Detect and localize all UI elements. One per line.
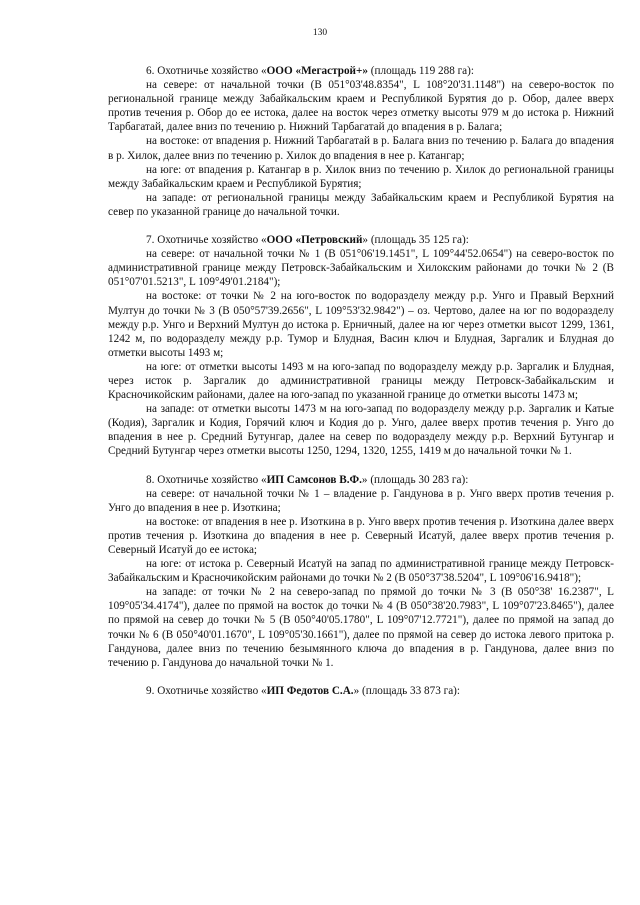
entity-name: ИП Самсонов В.Ф. — [266, 473, 362, 486]
boundary-west: на западе: от отметки высоты 1473 м на юго-запад по водоразделу между р.р. Заргалик и Катые (Кодия), Заргалик и Кодия, Горячий ключ и Кодия до р. Унго, далее вверх против течения р. Унго до впадения в нее р. Средний Бутунгар, далее на север по водоразделу между р.р. Верхний Бутунгар и Средний Бутунгар через отметки высоты 1250, 1294, 1320, 1255, 1419 м до начальной точки № 1. — [108, 403, 614, 458]
section-heading — [108, 473, 614, 487]
boundary-east: на востоке: от впадения р. Нижний Тарбагатай в р. Балага вниз по течению р. Балага до впадения в р. Хилок, далее вниз по течению р. Хилок до впадения в нее р. Катангар; — [108, 135, 614, 162]
heading-suffix: » (площадь 35 125 га): — [362, 234, 469, 247]
boundary-east: на востоке: от впадения в нее р. Изоткина в р. Унго вверх против течения р. Изоткина далее вверх против течения р. Изоткина до впадения в нее р. Северный Исатуй, далее вверх против течения р. Северный Исатуй до ее истока; — [108, 515, 614, 556]
entity-name: ИП Федотов С.А. — [266, 684, 354, 697]
heading-suffix: » (площадь 30 283 га): — [361, 473, 469, 486]
heading-prefix: 6. Охотничье хозяйство « — [146, 65, 267, 77]
heading-prefix: 7. Охотничье хозяйство « — [146, 234, 267, 247]
heading-suffix: (площадь 119 288 га): — [367, 65, 474, 77]
entity-name: ООО «Мегастрой+» — [266, 65, 368, 77]
section-spacer — [108, 459, 614, 473]
boundary-south: на юге: от отметки высоты 1493 м на юго-запад по водоразделу между р.р. Заргалик и Блудная, через исток р. Заргалик до административной границы между Петровск-Забайкальским и Красночикойским районами, далее на юго-запад по указанной границе до отметки высоты 1473 м; — [108, 360, 614, 402]
boundary-west: на западе: от региональной границы между Забайкальским краем и Республикой Бурятия на север по указанной границе до начальной точки. — [108, 191, 614, 218]
heading-suffix: » (площадь 33 873 га): — [353, 684, 460, 697]
entity-name: ООО «Петровский — [266, 234, 363, 247]
boundary-north: на севере: от начальной точки (B 051°03'48.8354", L 108°20'31.1148") на северо-восток по региональной границе между Забайкальским краем и Республикой Бурятия до р. Обор, далее вверх против течения р. Обор до ее истока, далее на восток через отметку высоты 979 м до истока р. Нижний Тарбагатай, далее вниз по течению р. Нижний Тарбагатай до впадения в р. Балага; — [108, 79, 614, 134]
section-heading — [108, 233, 614, 247]
section-heading — [108, 64, 614, 78]
boundary-east: на востоке: от точки № 2 на юго-восток по водоразделу между р.р. Унго и Правый Верхний Мултун до точки № 3 (B 050°57'39.2656", L 109°53'32.9842") – оз. Чертово, далее на юг по водоразделу между р.р. Унго и Верхний Мултун до истока р. Ерничный, далее на юг через отметки высот 1299, 1361, 1242 м, по водоразделу между р.р. Тумор и Блудная, Васин ключ и Блудная, Заргалик и Блудная до отметки высоты 1493 м; — [108, 290, 614, 359]
section-spacer — [108, 670, 614, 684]
boundary-west: на западе: от точки № 2 на северо-запад по прямой до точки № 3 (B 050°38' 16.2387", L 109°05'34.4174"), далее по прямой на восток до точки № 4 (B 050°38'20.7983", L 109°07'23.8465"), далее по прямой на север до точки № 5 (B 050°40'05.1780", L 109°07'12.7721"), далее по прямой на запад до точки № 6 (B 050°40'01.1670", L 109°05'30.1661"), далее по прямой на север до истока левого притока р. Гандунова, далее вниз по течению безымянного ключа до впадения в р. Гандунова, далее вниз по течению р. Гандунова до начальной точки № 1. — [108, 586, 614, 669]
boundary-north: на севере: от начальной точки № 1 – владение р. Гандунова в р. Унго вверх против течения р. Унго до впадения в нее р. Изоткина; — [108, 487, 614, 514]
boundary-north: на севере: от начальной точки № 1 (B 051°06'19.1451", L 109°44'52.0654") на северо-восток по административной границе между Петровск-Забайкальским и Хилокским районами до точки № 2 (B 051°07'01.5213", L 109°49'01.2184"); — [108, 248, 614, 289]
section-heading — [108, 684, 614, 698]
heading-prefix: 8. Охотничье хозяйство « — [146, 473, 267, 486]
section-spacer — [108, 219, 614, 233]
document-body — [108, 64, 614, 698]
page-number: 130 — [312, 28, 328, 38]
boundary-south: на юге: от истока р. Северный Исатуй на запад по административной границе между Петровск-Забайкальским и Красночикойским районами до точки № 2 (B 050°37'38.5204", L 109°06'16.9418"); — [108, 558, 614, 585]
heading-prefix: 9. Охотничье хозяйство « — [146, 684, 267, 697]
boundary-south: на юге: от впадения р. Катангар в р. Хилок вниз по течению р. Хилок до региональной границы между Забайкальским краем и Республикой Бурятия; — [108, 163, 614, 190]
